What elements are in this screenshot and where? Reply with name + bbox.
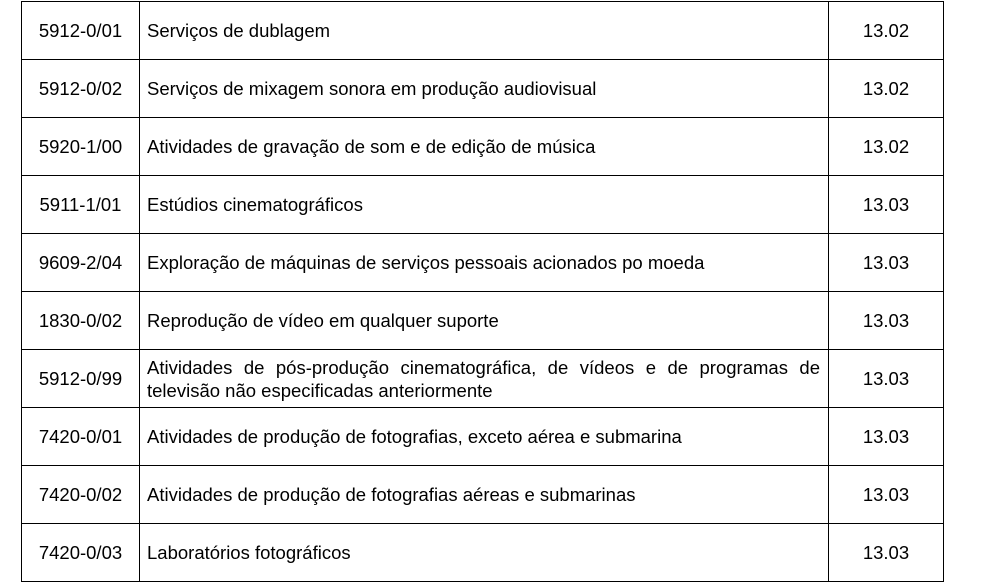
service-item-cell: 13.03: [829, 408, 944, 466]
cnae-code-cell: 5911-1/01: [22, 176, 140, 234]
table-row: [22, 176, 944, 234]
activity-description-cell: Atividades de pós-produção cinematográfica, de vídeos e de programas de televisão não especificadas anteriormente: [140, 350, 829, 408]
table-row: [22, 350, 944, 408]
table-row: [22, 118, 944, 176]
service-item-cell: 13.03: [829, 292, 944, 350]
cnae-code-cell: 1830-0/02: [22, 292, 140, 350]
table-body: [22, 2, 944, 582]
activity-description-cell: Atividades de produção de fotografias, exceto aérea e submarina: [140, 408, 829, 466]
cnae-code-cell: 5912-0/02: [22, 60, 140, 118]
service-item-cell: 13.03: [829, 466, 944, 524]
activity-description-cell: Estúdios cinematográficos: [140, 176, 829, 234]
table-row: [22, 234, 944, 292]
table-row: [22, 2, 944, 60]
activity-description-cell: Serviços de dublagem: [140, 2, 829, 60]
cnae-code-cell: 7420-0/03: [22, 524, 140, 582]
activity-description-cell: Serviços de mixagem sonora em produção audiovisual: [140, 60, 829, 118]
activity-description-cell: Atividades de produção de fotografias aéreas e submarinas: [140, 466, 829, 524]
service-item-cell: 13.03: [829, 350, 944, 408]
service-item-cell: 13.03: [829, 524, 944, 582]
service-item-cell: 13.02: [829, 60, 944, 118]
cnae-code-cell: 9609-2/04: [22, 234, 140, 292]
activity-description-cell: Laboratórios fotográficos: [140, 524, 829, 582]
cnae-code-cell: 5920-1/00: [22, 118, 140, 176]
activity-description-cell: Exploração de máquinas de serviços pessoais acionados po moeda: [140, 234, 829, 292]
cnae-code-cell: 5912-0/99: [22, 350, 140, 408]
cnae-code-cell: 7420-0/02: [22, 466, 140, 524]
cnae-code-cell: 7420-0/01: [22, 408, 140, 466]
cnae-code-cell: 5912-0/01: [22, 2, 140, 60]
table-row: [22, 292, 944, 350]
table-row: [22, 466, 944, 524]
table-row: [22, 60, 944, 118]
service-item-cell: 13.02: [829, 118, 944, 176]
service-item-cell: 13.03: [829, 176, 944, 234]
service-item-cell: 13.03: [829, 234, 944, 292]
table-row: [22, 524, 944, 582]
table-row: [22, 408, 944, 466]
activity-description-cell: Atividades de gravação de som e de edição de música: [140, 118, 829, 176]
cnae-service-table: [21, 1, 944, 582]
service-item-cell: 13.02: [829, 2, 944, 60]
activity-description-cell: Reprodução de vídeo em qualquer suporte: [140, 292, 829, 350]
